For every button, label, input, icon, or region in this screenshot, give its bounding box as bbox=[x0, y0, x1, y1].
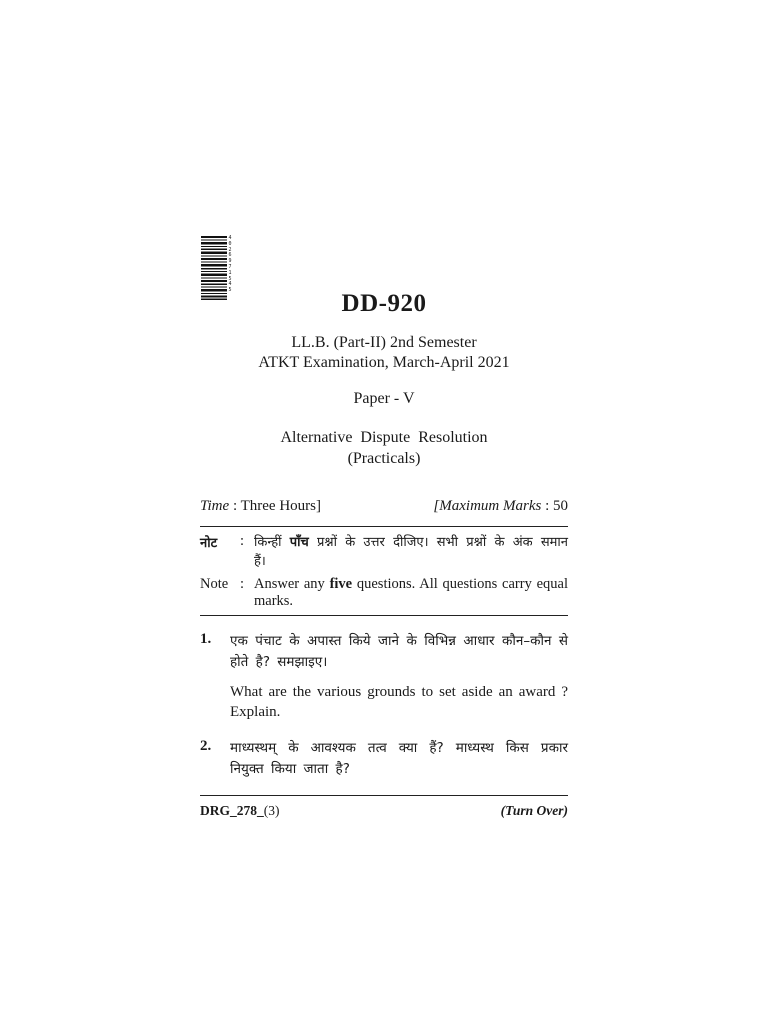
question-hindi: एक पंचाट के अपास्त किये जाने के विभिन्न आधार कौन–कौन से होते है? समझाइए। bbox=[230, 633, 568, 670]
note-hindi: नोट : किन्हीं पाँच प्रश्नों के उत्तर दीजिए। सभी प्रश्नों के अंक समान हैं। bbox=[200, 533, 568, 569]
divider-top bbox=[200, 526, 568, 527]
question-english: What are the various grounds to set aside an award ? Explain. bbox=[230, 684, 568, 720]
paper-ref-code: DRG_278_(3) bbox=[200, 803, 280, 818]
paper-code: DD-920 bbox=[341, 290, 427, 317]
max-marks-info: [Maximum Marks : 50 bbox=[433, 498, 568, 514]
time-info: Time : Three Hours] bbox=[200, 498, 321, 514]
divider-footer bbox=[200, 795, 568, 796]
note-hindi-text: किन्हीं पाँच प्रश्नों के उत्तर दीजिए। सभी प्रश्नों के अंक समान हैं। bbox=[254, 535, 568, 569]
question-number: 2. bbox=[200, 738, 212, 754]
course-title: LL.B. (Part-II) 2nd Semester bbox=[291, 334, 477, 351]
note-english: Note : Answer any five questions. All questions carry equal marks. bbox=[200, 576, 568, 609]
page-footer bbox=[200, 803, 568, 819]
note-hindi-label: नोट bbox=[200, 536, 218, 551]
question-2 bbox=[200, 738, 568, 780]
question-1 bbox=[200, 631, 568, 722]
turn-over-label: (Turn Over) bbox=[500, 803, 568, 818]
paper-number: Paper - V bbox=[353, 390, 415, 407]
question-number: 1. bbox=[200, 631, 212, 647]
subject-title: Alternative Dispute Resolution bbox=[280, 429, 488, 446]
question-hindi: माध्यस्थम् के आवश्यक तत्व क्या हैं? माध्यस्थ किस प्रकार नियुक्त किया जाता है? bbox=[230, 740, 568, 777]
divider-notes bbox=[200, 615, 568, 616]
time-marks-row bbox=[200, 498, 568, 515]
barcode-digits: 4 0 2 6 9 7 1 5 4 5 bbox=[228, 235, 232, 294]
exam-title: ATKT Examination, March-April 2021 bbox=[258, 354, 510, 371]
note-english-text: Answer any five questions. All questions carry equal marks. bbox=[254, 576, 568, 609]
note-english-label: Note bbox=[200, 576, 229, 592]
subject-subtitle: (Practicals) bbox=[347, 450, 421, 467]
